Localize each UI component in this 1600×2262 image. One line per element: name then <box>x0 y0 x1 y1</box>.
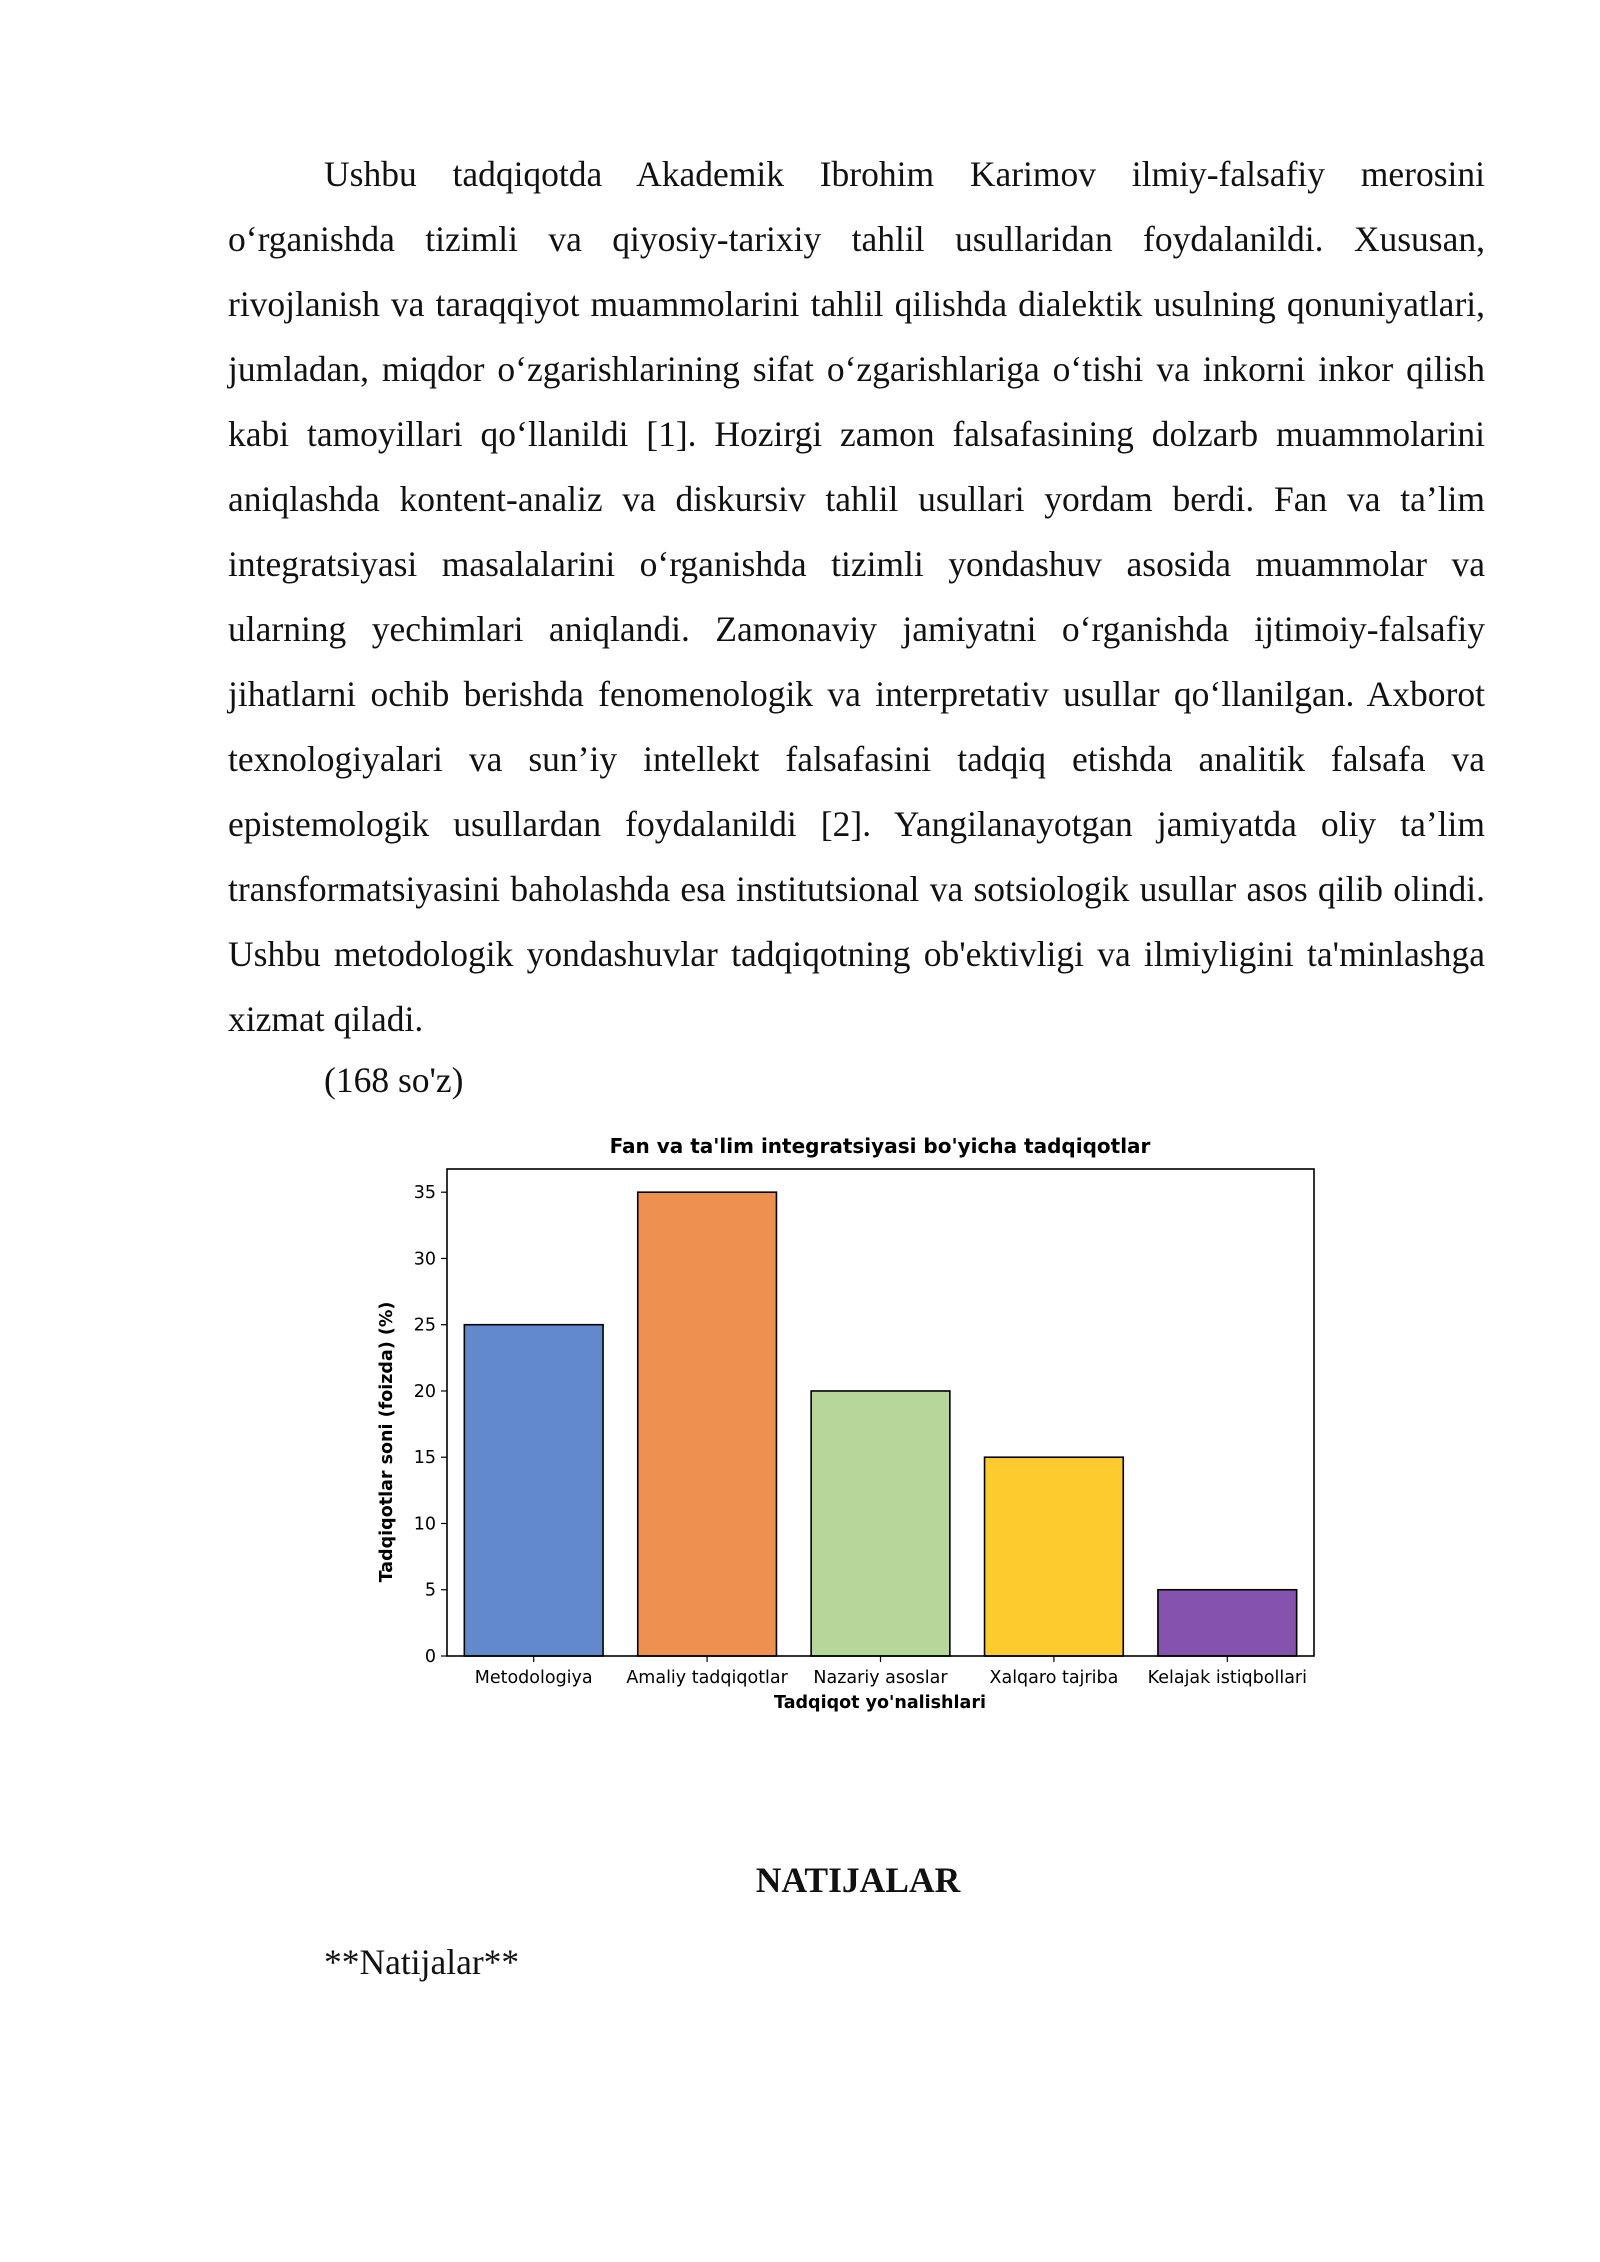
y-axis-label: Tadqiqotlar soni (foizda) (%) <box>377 1301 397 1583</box>
word-count: (168 so'z) <box>324 1060 464 1100</box>
y-tick-label: 20 <box>413 1381 436 1402</box>
bar-xalqaro-tajriba <box>985 1457 1124 1656</box>
y-tick-label: 25 <box>413 1315 436 1336</box>
body-paragraph: Ushbu tadqiqotda Akademik Ibrohim Karimov ilmiy-falsafiy merosini o‘rganishda tizimli va qiyosiy-tarixiy tahlil usullaridan foydalanildi. Xususan, rivojlanish va taraqqiyot muammolarini tahlil qilishda dialektik usulning qonuniyatlari, jumladan, miqdor o‘zgarishlarining sifat o‘zgarishlariga o‘tishi va inkorni inkor qilish kabi tamoyillari qo‘llanildi [1]. Hozirgi zamon falsafasining dolzarb muammolarini aniqlashda kontent-analiz va diskursiv tahlil usullari yordam berdi. Fan va ta’lim integratsiyasi masalalarini o‘rganishda tizimli yondashuv asosida muammolar va ularning yechimlari aniqlandi. Zamonaviy jamiyatni o‘rganishda ijtimoiy-falsafiy jihatlarni ochib berishda fenomenologik va interpretativ usullar qo‘llanilgan. Axborot texnologiyalari va sun’iy intellekt falsafasini tadqiq etishda analitik falsafa va epistemologik usullardan foydalanildi [2]. Yangilanayotgan jamiyatda oliy ta’lim transformatsiyasini baholashda esa institutsional va sotsiologik usullar asos qilib olindi. Ushbu metodologik yondashuvlar tadqiqotning ob'ektivligi va ilmiyligini ta'minlashga xizmat qiladi. <box>228 154 1485 1039</box>
y-tick-label: 35 <box>413 1183 436 1204</box>
x-tick-label: Metodologiya <box>474 1668 593 1688</box>
y-tick-label: 5 <box>424 1580 436 1601</box>
y-tick-label: 15 <box>413 1448 436 1469</box>
x-axis-label: Tadqiqot yo'nalishlari <box>774 1693 986 1713</box>
bar-metodologiya <box>464 1325 603 1656</box>
chart-title: Fan va ta'lim integratsiyasi bo'yicha tadqiqotlar <box>609 1134 1151 1158</box>
bar-chart <box>360 1125 1320 1745</box>
x-tick-label: Kelajak istiqbollari <box>1147 1668 1307 1688</box>
bar-nazariy-asoslar <box>811 1391 950 1656</box>
x-tick-label: Xalqaro tajriba <box>989 1668 1119 1688</box>
bar-kelajak-istiqbollari <box>1158 1590 1297 1656</box>
y-tick-label: 30 <box>413 1249 436 1270</box>
y-tick-label: 0 <box>424 1647 436 1667</box>
bar-amaliy-tadqiqotlar <box>638 1192 777 1656</box>
bars-group <box>464 1192 1296 1656</box>
x-tick-label: Nazariy asoslar <box>813 1668 948 1688</box>
results-subheading: **Natijalar** <box>324 1942 520 1982</box>
x-tick-label: Amaliy tadqiqotlar <box>626 1668 788 1688</box>
chart-svg <box>360 1125 1320 1745</box>
section-title: NATIJALAR <box>755 1860 961 1900</box>
y-tick-label: 10 <box>413 1514 436 1535</box>
methodology-text <box>228 142 1485 1052</box>
